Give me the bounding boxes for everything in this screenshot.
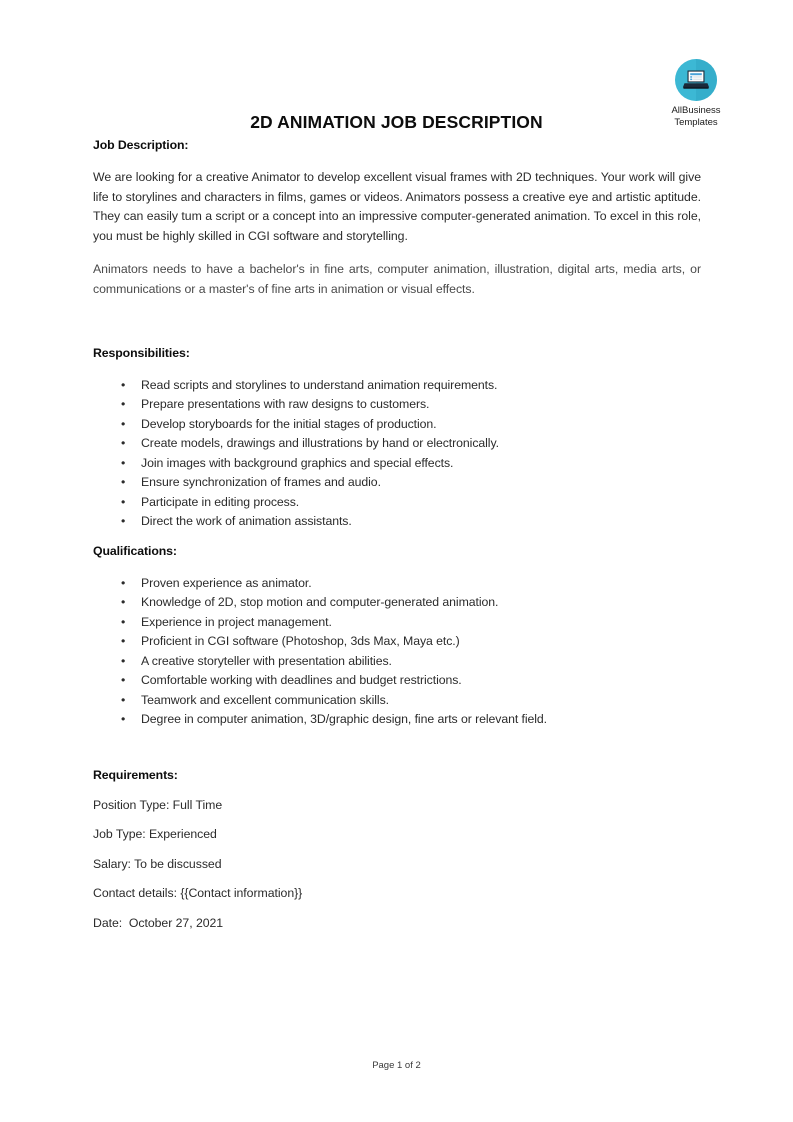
bullet-icon: • [121, 692, 126, 707]
section-heading-responsibilities: Responsibilities: [93, 345, 190, 360]
requirement-job-type: Job Type: Experienced [93, 827, 217, 842]
list-item-label: Create models, drawings and illustrations by hand or electronically. [141, 436, 499, 451]
list-item [93, 473, 701, 493]
list-item-label: Degree in computer animation, 3D/graphic design, fine arts or relevant field. [141, 712, 548, 727]
bullet-icon: • [121, 634, 126, 649]
section-heading-job-description: Job Description: [93, 138, 189, 152]
section-heading-qualifications: Qualifications: [93, 543, 177, 558]
list-item-label: Comfortable working with deadlines and budget restrictions. [141, 673, 462, 688]
bullet-icon: • [121, 614, 126, 629]
list-item [93, 395, 701, 415]
requirement-date: Date: October 27, 2021 [93, 915, 224, 930]
bullet-icon: • [121, 514, 126, 529]
list-item [93, 652, 701, 672]
requirement-salary: Salary: To be discussed [93, 856, 222, 871]
bullet-icon: • [121, 673, 126, 688]
qualifications-list [93, 574, 701, 730]
list-item-label: Experience in project management. [141, 614, 332, 629]
page-title: 2D ANIMATION JOB DESCRIPTION [250, 112, 543, 132]
list-item [93, 434, 701, 454]
logo-text-line-1: AllBusiness [671, 105, 721, 116]
bullet-icon: • [121, 377, 126, 392]
list-item-label: A creative storyteller with presentation abilities. [141, 653, 392, 668]
list-item-label: Develop storyboards for the initial stages of production. [141, 416, 437, 431]
section-heading-requirements: Requirements: [93, 767, 178, 782]
bullet-icon: • [121, 436, 126, 451]
list-item [93, 671, 701, 691]
list-item [93, 632, 701, 652]
bullet-icon: • [121, 595, 126, 610]
responsibilities-list [93, 376, 701, 532]
list-item-label: Prepare presentations with raw designs to customers. [141, 397, 430, 412]
list-item-label: Proficient in CGI software (Photoshop, 3ds Max, Maya etc.) [141, 634, 460, 649]
requirement-contact-details: Contact details: {{Contact information}} [93, 886, 303, 901]
list-item-label: Read scripts and storylines to understand animation requirements. [141, 377, 498, 392]
document-body [93, 138, 701, 933]
bullet-icon: • [121, 653, 126, 668]
bullet-icon: • [121, 475, 126, 490]
laptop-icon [674, 58, 718, 102]
list-item [93, 574, 701, 594]
list-item-label: Participate in editing process. [141, 494, 300, 509]
list-item-label: Direct the work of animation assistants. [141, 514, 352, 529]
list-item [93, 691, 701, 711]
list-item-label: Proven experience as animator. [141, 575, 312, 590]
list-item [93, 454, 701, 474]
bullet-icon: • [121, 455, 126, 470]
page-footer: Page 1 of 2 [372, 1060, 421, 1071]
list-item [93, 376, 701, 396]
list-item [93, 493, 701, 513]
job-description-paragraph-1: We are looking for a creative Animator to develop excellent visual frames with 2D techniques. Your work will give life to storylines and characters in films, games or videos. Animators possess a creative eye and artistic aptitude. They can easily tum a script or a concept into an impressive computer-generated animation. To excel in this role, you must be highly skilled in CGI software and storytelling. [93, 170, 701, 243]
requirement-position-type: Position Type: Full Time [93, 797, 223, 812]
list-item-label: Teamwork and excellent communication skills. [141, 692, 389, 707]
logo-text-line-2: Templates [674, 116, 718, 128]
list-item-label: Ensure synchronization of frames and audio. [141, 475, 381, 490]
list-item [93, 710, 701, 730]
job-description-paragraph-2: Animators needs to have a bachelor's in fine arts, computer animation, illustration, digital arts, media arts, or communications or a master's of fine arts in animation or visual effects. [93, 262, 701, 296]
list-item-label: Knowledge of 2D, stop motion and computer-generated animation. [141, 595, 499, 610]
list-item-label: Join images with background graphics and special effects. [141, 455, 454, 470]
bullet-icon: • [121, 494, 126, 509]
list-item [93, 593, 701, 613]
bullet-icon: • [121, 416, 126, 431]
list-item [93, 512, 701, 532]
list-item [93, 415, 701, 435]
bullet-icon: • [121, 712, 126, 727]
bullet-icon: • [121, 575, 126, 590]
list-item [93, 613, 701, 633]
bullet-icon: • [121, 397, 126, 412]
